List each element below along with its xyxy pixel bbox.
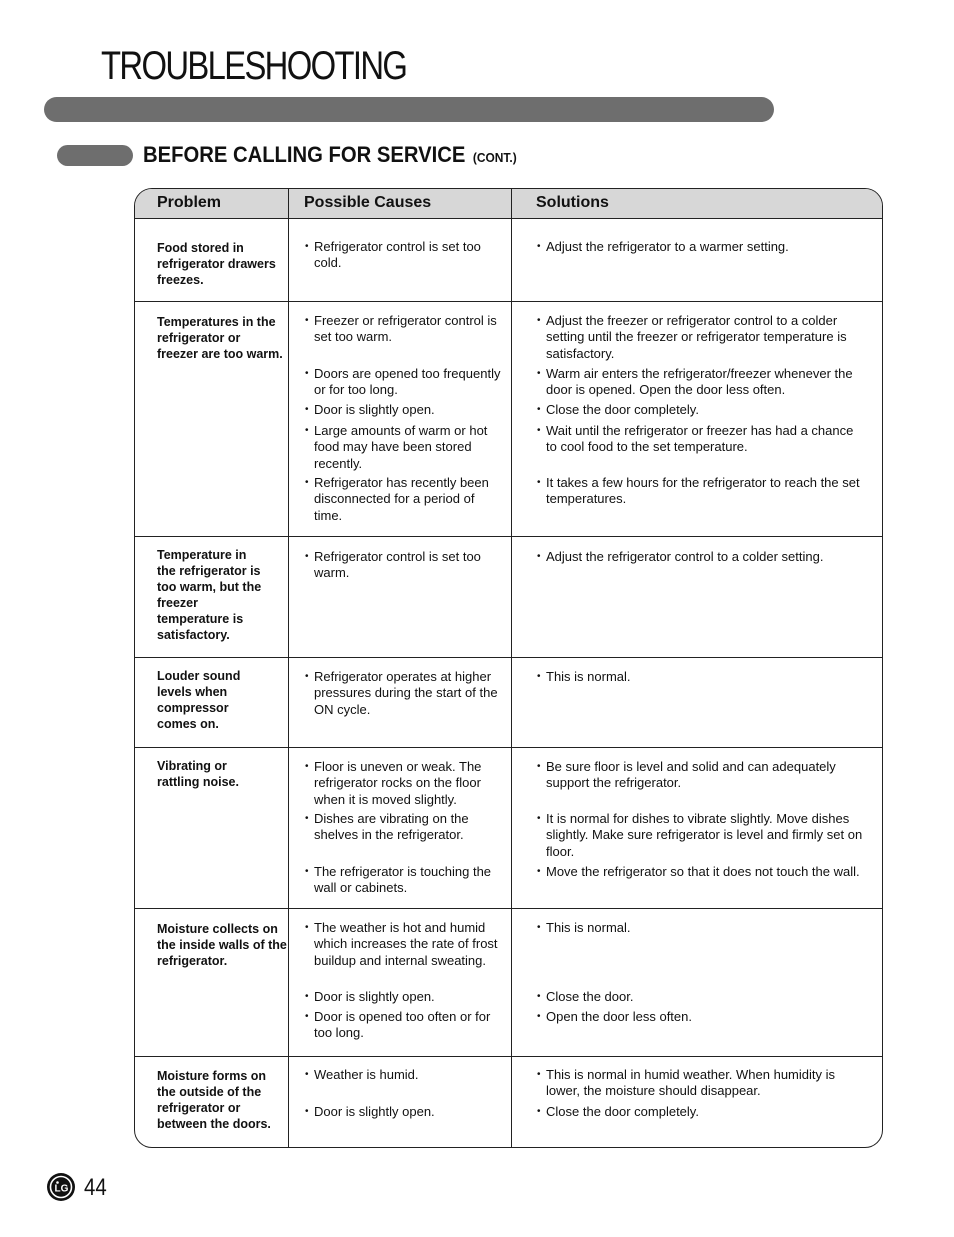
lg-logo-icon [46, 1172, 76, 1202]
page-title: TROUBLESHOOTING [101, 44, 407, 88]
section-title: BEFORE CALLING FOR SERVICE [143, 142, 466, 167]
troubleshooting-table [134, 188, 883, 1148]
cause-item: • Weather is humid. [305, 1067, 504, 1083]
cause-item: • Door is slightly open. [305, 1104, 504, 1120]
cause-item: • Refrigerator has recently been disconnected for a period of time. [305, 475, 504, 524]
problem-cell: Moisture collects on the inside walls of the refrigerator. [157, 922, 287, 968]
problem-cell: Moisture forms on the outside of the refrigerator or between the doors. [157, 1069, 271, 1131]
cause-item: • Large amounts of warm or hot food may have been stored recently. [305, 423, 504, 472]
problem-cell: Louder sound levels when compressor comes on. [157, 669, 241, 731]
cause-item: • Refrigerator control is set too warm. [305, 549, 504, 582]
logo-text: LG [54, 1183, 69, 1195]
problem-cell: Food stored in refrigerator drawers freezes. [157, 241, 276, 287]
cause-item: • Freezer or refrigerator control is set too warm. [305, 313, 504, 346]
cause-item: • Floor is uneven or weak. The refrigerator rocks on the floor when it is moved slightly. [305, 759, 504, 808]
cause-item: • Door is slightly open. [305, 402, 504, 418]
solution-item: • This is normal. [537, 920, 866, 936]
section-heading [143, 143, 517, 167]
table-row [135, 302, 882, 537]
problem-cell: Temperatures in the refrigerator or freezer are too warm. [157, 315, 283, 361]
solution-item: • Close the door completely. [537, 402, 864, 418]
column-divider [511, 189, 512, 1147]
table-row [135, 537, 882, 658]
cause-item: • Door is opened too often or for too long. [305, 1009, 504, 1042]
cause-item: • The refrigerator is touching the wall or cabinets. [305, 864, 504, 897]
solution-item: • It is normal for dishes to vibrate slightly. Move dishes slightly. Make sure refrigerator is level and firmly set on floor. [537, 811, 866, 860]
table-row [135, 658, 882, 748]
section-suffix: (CONT.) [472, 150, 517, 165]
table-header [135, 189, 882, 219]
section-pill [57, 145, 133, 166]
solution-item: • This is normal in humid weather. When humidity is lower, the moisture should disappear. [537, 1067, 866, 1100]
table-row [135, 1057, 882, 1148]
cause-item: • Refrigerator control is set too cold. [305, 239, 504, 272]
solution-item: • Warm air enters the refrigerator/freezer whenever the door is opened. Open the door less often. [537, 366, 864, 399]
solution-item: • This is normal. [537, 669, 866, 685]
cause-item: • Dishes are vibrating on the shelves in the refrigerator. [305, 811, 504, 844]
solution-item: • Be sure floor is level and solid and can adequately support the refrigerator. [537, 759, 866, 792]
cause-item: • The weather is hot and humid which increases the rate of frost buildup and internal sweating. [305, 920, 504, 969]
solution-item: • Open the door less often. [537, 1009, 866, 1025]
cause-item: • Doors are opened too frequently or for too long. [305, 366, 504, 399]
header-solutions: Solutions [536, 194, 609, 211]
title-bar [44, 97, 774, 122]
solution-item: • Wait until the refrigerator or freezer has had a chance to cool food to the set temperature. [537, 423, 864, 456]
solution-item: • Move the refrigerator so that it does not touch the wall. [537, 864, 866, 880]
solution-item: • It takes a few hours for the refrigerator to reach the set temperatures. [537, 475, 864, 508]
solution-item: • Adjust the freezer or refrigerator control to a colder setting until the freezer or refrigerator temperature is satisfactory. [537, 313, 864, 362]
table-row [135, 748, 882, 909]
cause-item: • Door is slightly open. [305, 989, 504, 1005]
header-problem: Problem [157, 194, 222, 211]
table-row [135, 909, 882, 1057]
page-number: 44 [84, 1174, 107, 1201]
solution-item: • Close the door. [537, 989, 866, 1005]
solution-item: • Close the door completely. [537, 1104, 866, 1120]
table-row [135, 219, 882, 302]
cause-item: • Refrigerator operates at higher pressures during the start of the ON cycle. [305, 669, 504, 718]
solution-item: • Adjust the refrigerator to a warmer setting. [537, 239, 866, 255]
solution-item: • Adjust the refrigerator control to a colder setting. [537, 549, 866, 565]
problem-cell: Temperature in the refrigerator is too warm, but the freezer temperature is satisfactory. [157, 548, 262, 642]
column-divider [288, 189, 289, 1147]
header-causes: Possible Causes [304, 194, 432, 211]
problem-cell: Vibrating or rattling noise. [157, 759, 239, 789]
